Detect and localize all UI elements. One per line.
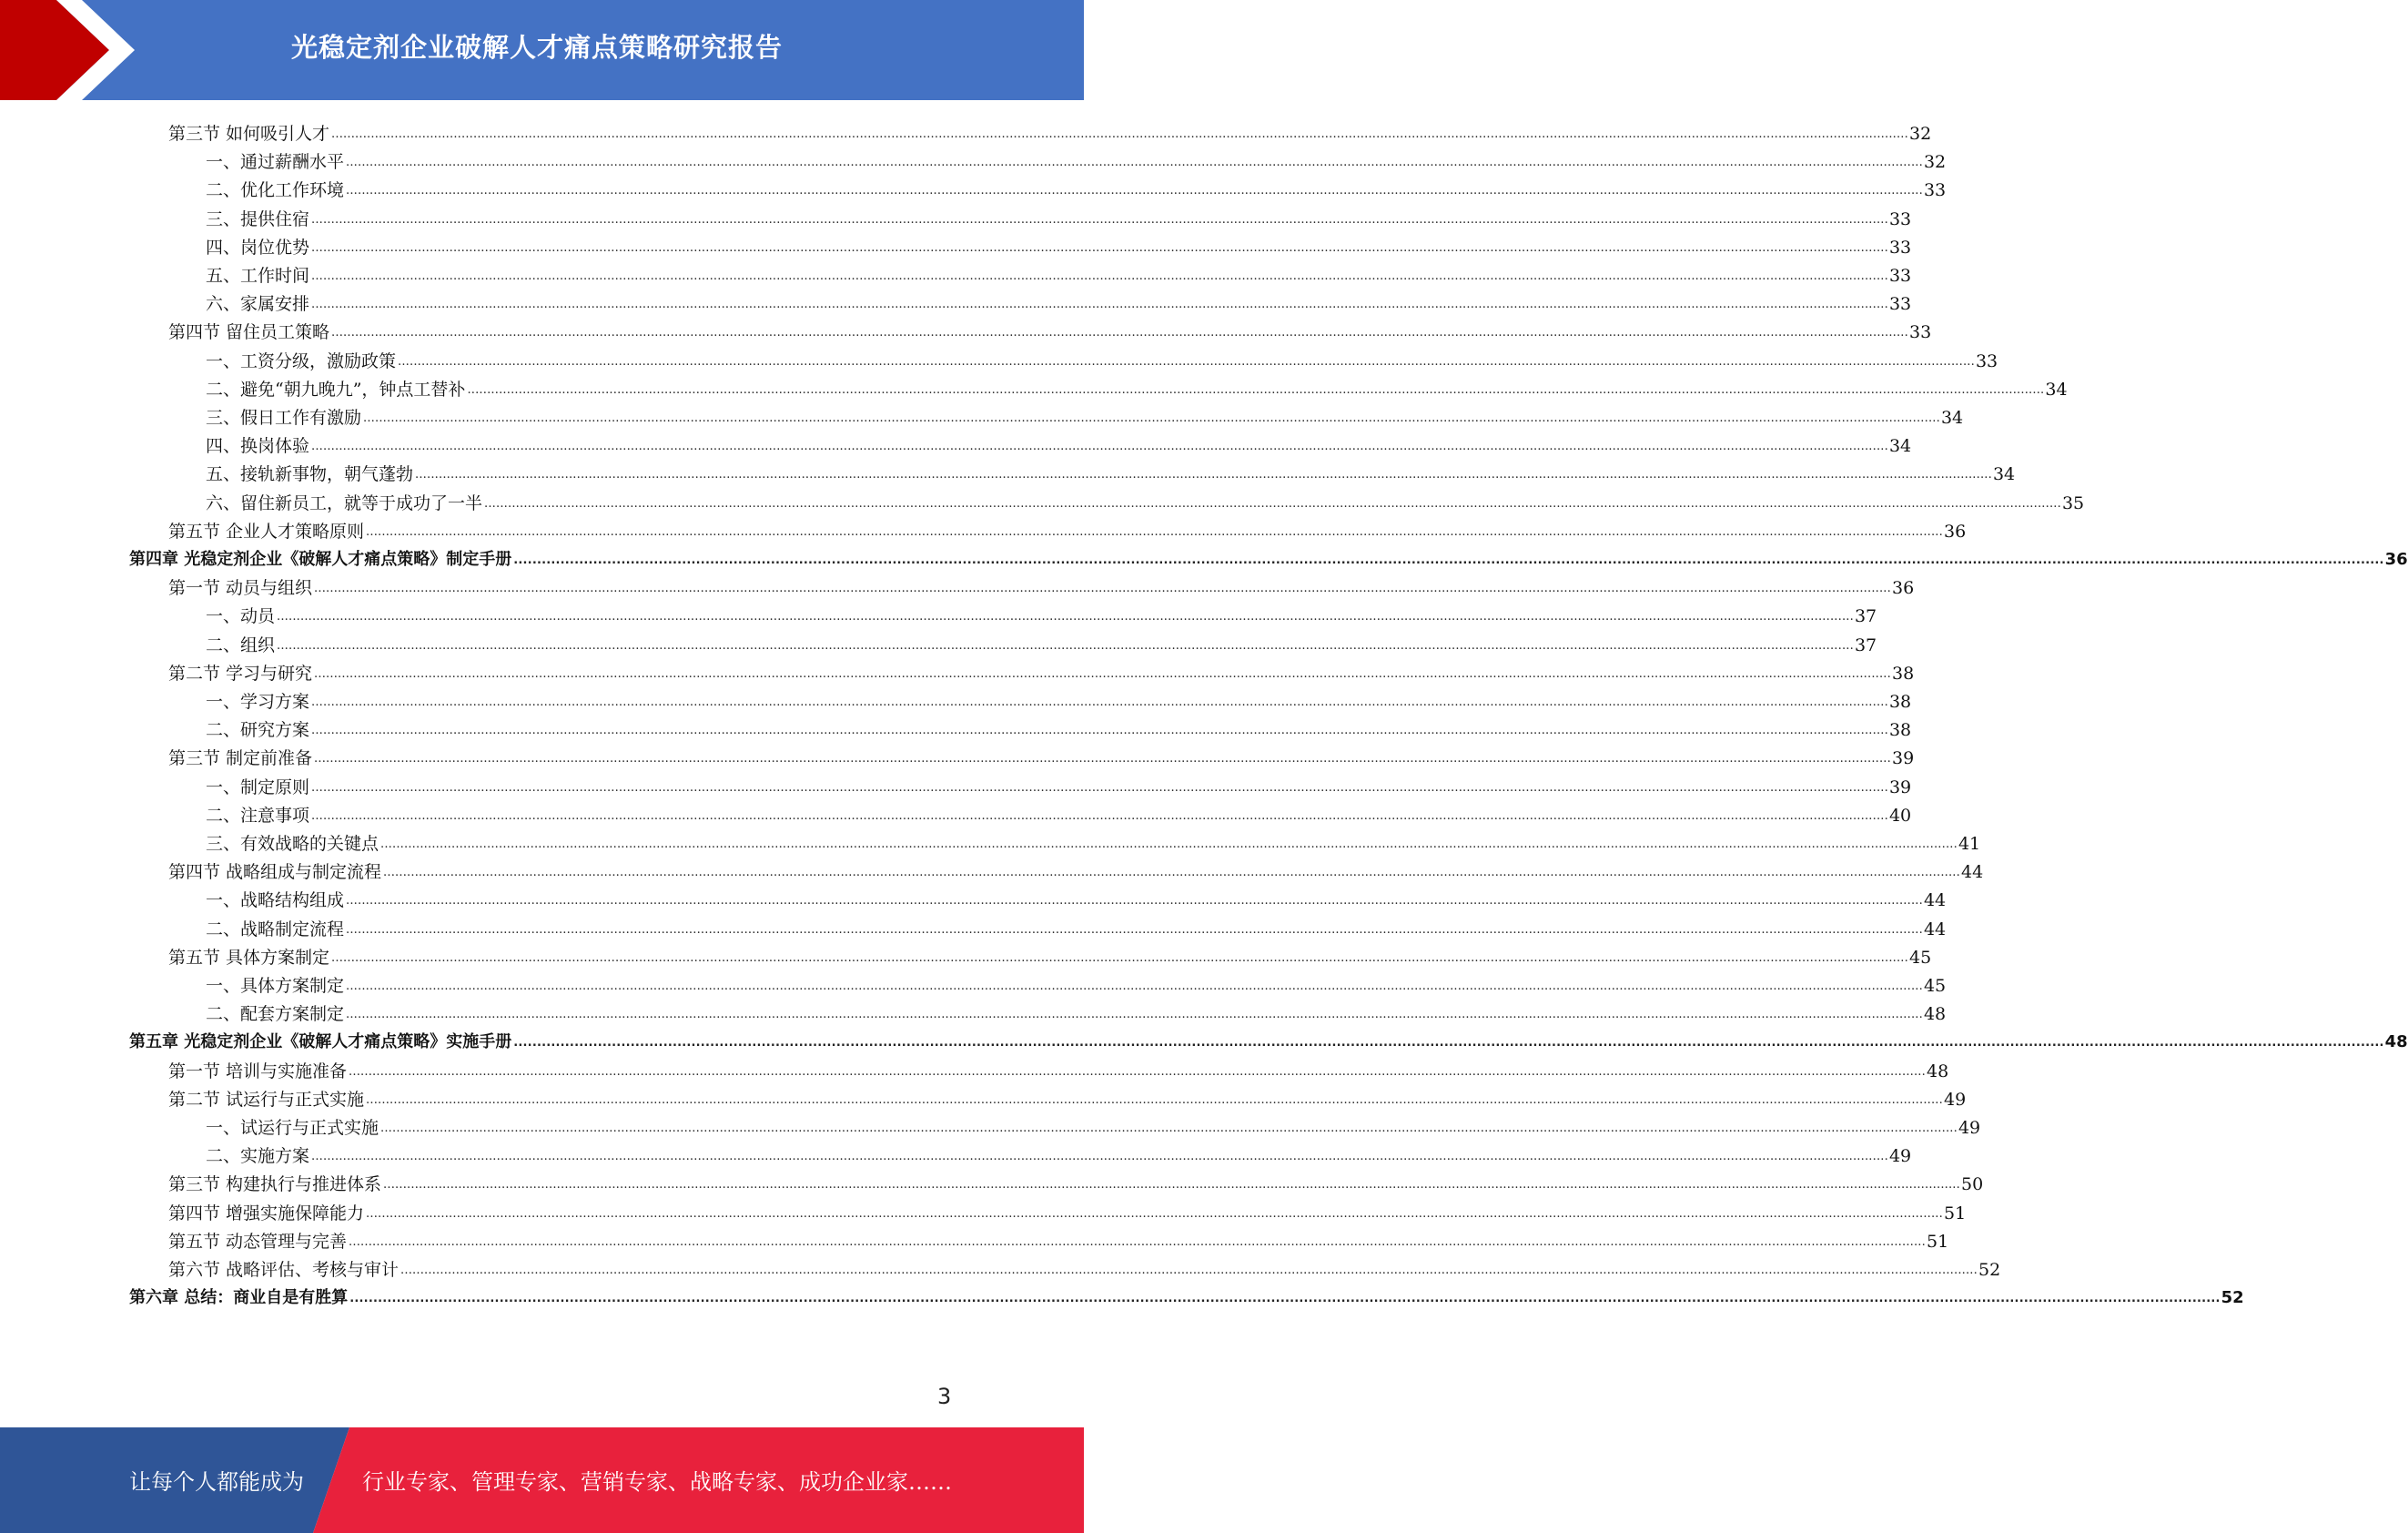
toc-entry-page: 36: [1891, 578, 1915, 599]
toc-dot-leader: ................................................................................................................................................................................................................................................................................................................................................................................................................: [415, 468, 1992, 482]
toc-entry-label: 第五节 具体方案制定: [168, 947, 330, 968]
toc-subsection-entry[interactable]: [206, 401, 1964, 429]
toc-entry-page: 33: [1923, 180, 1947, 201]
toc-dot-leader: ................................................................................................................................................................................................................................................................................................................................................................................................................: [467, 382, 2045, 397]
toc-entry-label: 一、战略结构组成: [206, 890, 345, 911]
toc-entry-page: 34: [2045, 379, 2068, 400]
toc-subsection-entry[interactable]: [206, 457, 2016, 485]
toc-section-entry[interactable]: [168, 571, 1915, 599]
toc-entry-page: 39: [1888, 777, 1912, 797]
document-title: 光稳定剂企业破解人才痛点策略研究报告: [291, 32, 784, 63]
toc-subsection-entry[interactable]: [206, 173, 1947, 201]
toc-entry-page: 33: [1888, 266, 1912, 286]
toc-dot-leader: ................................................................................................................................................................................................................................................................................................................................................................................................................: [383, 866, 1960, 880]
toc-entry-page: 36: [2384, 550, 2408, 569]
toc-entry-label: 第四章 光稳定剂企业《破解人才痛点策略》制定手册: [129, 550, 512, 569]
toc-subsection-entry[interactable]: [206, 202, 1912, 230]
page-header: [0, 0, 1084, 100]
toc-section-entry[interactable]: [168, 1196, 1967, 1224]
toc-subsection-entry[interactable]: [206, 230, 1912, 259]
toc-entry-page: 51: [1943, 1203, 1967, 1223]
toc-entry-page: 48: [2384, 1032, 2408, 1052]
toc-entry-label: 二、研究方案: [206, 720, 310, 741]
toc-entry-label: 第六章 总结：商业自是有胜算: [129, 1288, 349, 1308]
footer-slogan-left: 让每个人都能成为: [129, 1469, 304, 1495]
toc-entry-page: 37: [1854, 635, 1877, 655]
toc-subsection-entry[interactable]: [206, 713, 1912, 741]
toc-dot-leader: ................................................................................................................................................................................................................................................................................................................................................................................................................: [346, 1008, 1923, 1022]
toc-subsection-entry[interactable]: [206, 1111, 1981, 1139]
toc-entry-page: 49: [1888, 1146, 1912, 1167]
toc-entry-label: 五、工作时间: [206, 266, 310, 286]
toc-entry-label: 二、避免“朝九晚九”，钟点工替补: [206, 379, 466, 400]
toc-subsection-entry[interactable]: [206, 685, 1912, 713]
toc-entry-page: 38: [1888, 720, 1912, 741]
toc-entry-page: 34: [1888, 436, 1912, 457]
toc-entry-page: 33: [1975, 350, 1998, 371]
toc-entry-label: 六、留住新员工，就等于成功了一半: [206, 492, 483, 513]
toc-dot-leader: ................................................................................................................................................................................................................................................................................................................................................................................................................: [398, 354, 1975, 369]
toc-subsection-entry[interactable]: [206, 599, 1877, 627]
toc-entry-label: 二、组织: [206, 635, 276, 655]
toc-dot-leader: ................................................................................................................................................................................................................................................................................................................................................................................................................: [331, 950, 1908, 965]
footer-slogan-right: 行业专家、管理专家、营销专家、战略专家、成功企业家……: [362, 1469, 952, 1495]
toc-dot-leader: ................................................................................................................................................................................................................................................................................................................................................................................................................: [349, 1234, 1926, 1249]
toc-entry-label: 二、注意事项: [206, 805, 310, 826]
toc-entry-label: 一、通过薪酬水平: [206, 152, 345, 173]
toc-chapter-entry[interactable]: [129, 543, 2408, 571]
toc-subsection-entry[interactable]: [206, 287, 1912, 315]
toc-entry-label: 四、换岗体验: [206, 436, 310, 457]
toc-dot-leader: ................................................................................................................................................................................................................................................................................................................................................................................................................: [311, 269, 1888, 283]
toc-subsection-entry[interactable]: [206, 912, 1947, 940]
toc-entry-page: 49: [1943, 1089, 1967, 1110]
toc-section-entry[interactable]: [168, 1082, 1967, 1111]
toc-entry-page: 48: [1926, 1061, 1949, 1081]
toc-section-entry[interactable]: [168, 1167, 1984, 1195]
toc-entry-page: 33: [1888, 208, 1912, 229]
header-arrow-decoration: [0, 0, 146, 100]
toc-entry-label: 二、实施方案: [206, 1146, 310, 1167]
toc-dot-leader: ................................................................................................................................................................................................................................................................................................................................................................................................................: [346, 156, 1923, 170]
toc-entry-label: 三、有效战略的关键点: [206, 834, 379, 854]
toc-section-entry[interactable]: [168, 117, 1932, 145]
toc-dot-leader: ................................................................................................................................................................................................................................................................................................................................................................................................................: [346, 922, 1923, 937]
toc-entry-label: 第三节 制定前准备: [168, 748, 313, 769]
toc-subsection-entry[interactable]: [206, 883, 1947, 911]
page-number: 3: [937, 1384, 952, 1409]
toc-entry-page: 38: [1888, 692, 1912, 712]
toc-entry-page: 48: [1923, 1004, 1947, 1025]
toc-dot-leader: ................................................................................................................................................................................................................................................................................................................................................................................................................: [331, 127, 1908, 141]
toc-entry-label: 第一节 动员与组织: [168, 578, 313, 599]
toc-dot-leader: ................................................................................................................................................................................................................................................................................................................................................................................................................: [346, 184, 1923, 198]
toc-dot-leader: ................................................................................................................................................................................................................................................................................................................................................................................................................: [311, 695, 1888, 709]
toc-entry-label: 五、接轨新事物，朝气蓬勃: [206, 464, 414, 485]
toc-subsection-entry[interactable]: [206, 344, 1998, 372]
toc-subsection-entry[interactable]: [206, 969, 1947, 997]
toc-entry-page: 44: [1923, 890, 1947, 911]
toc-dot-leader: ................................................................................................................................................................................................................................................................................................................................................................................................................: [400, 1264, 1978, 1277]
toc-dot-leader: ................................................................................................................................................................................................................................................................................................................................................................................................................: [513, 1036, 2384, 1051]
toc-section-entry[interactable]: [168, 1253, 2001, 1281]
toc-entry-label: 第五节 企业人才策略原则: [168, 521, 365, 542]
toc-entry-page: 45: [1923, 976, 1947, 996]
toc-subsection-entry[interactable]: [206, 798, 1912, 827]
toc-entry-label: 二、战略制定流程: [206, 919, 345, 939]
toc-entry-label: 三、提供住宿: [206, 208, 310, 229]
toc-section-entry[interactable]: [168, 940, 1932, 969]
toc-entry-label: 二、配套方案制定: [206, 1004, 345, 1025]
toc-subsection-entry[interactable]: [206, 372, 2068, 401]
toc-entry-page: 52: [2221, 1288, 2244, 1308]
toc-entry-label: 第六节 战略评估、考核与审计: [168, 1260, 400, 1280]
toc-entry-label: 一、具体方案制定: [206, 976, 345, 996]
toc-dot-leader: ................................................................................................................................................................................................................................................................................................................................................................................................................: [331, 326, 1908, 340]
toc-section-entry[interactable]: [168, 315, 1932, 343]
toc-subsection-entry[interactable]: [206, 1139, 1912, 1167]
toc-chapter-entry[interactable]: [129, 1281, 2244, 1309]
toc-chapter-entry[interactable]: [129, 1025, 2408, 1053]
toc-subsection-entry[interactable]: [206, 628, 1877, 656]
toc-dot-leader: ................................................................................................................................................................................................................................................................................................................................................................................................................: [383, 1178, 1960, 1193]
toc-entry-page: 40: [1888, 805, 1912, 826]
toc-entry-label: 第三节 构建执行与推进体系: [168, 1174, 382, 1195]
toc-entry-label: 二、优化工作环境: [206, 180, 345, 201]
toc-entry-label: 一、工资分级，激励政策: [206, 350, 397, 371]
toc-dot-leader: ................................................................................................................................................................................................................................................................................................................................................................................................................: [380, 838, 1958, 851]
toc-entry-page: 41: [1958, 834, 1981, 854]
toc-section-entry[interactable]: [168, 1054, 1949, 1082]
toc-entry-page: 33: [1908, 322, 1932, 343]
toc-dot-leader: ................................................................................................................................................................................................................................................................................................................................................................................................................: [311, 212, 1888, 227]
toc-dot-leader: ................................................................................................................................................................................................................................................................................................................................................................................................................: [346, 980, 1923, 993]
toc-entry-label: 一、试运行与正式实施: [206, 1118, 379, 1138]
toc-dot-leader: ................................................................................................................................................................................................................................................................................................................................................................................................................: [311, 1150, 1888, 1164]
toc-dot-leader: ................................................................................................................................................................................................................................................................................................................................................................................................................: [366, 524, 1943, 539]
toc-entry-page: 49: [1958, 1118, 1981, 1138]
toc-entry-label: 四、岗位优势: [206, 237, 310, 258]
toc-entry-page: 33: [1888, 294, 1912, 315]
toc-entry-label: 一、动员: [206, 606, 276, 627]
toc-entry-label: 三、假日工作有激励: [206, 408, 362, 428]
toc-entry-page: 45: [1908, 947, 1932, 968]
toc-dot-leader: ................................................................................................................................................................................................................................................................................................................................................................................................................: [311, 440, 1888, 454]
toc-dot-leader: ................................................................................................................................................................................................................................................................................................................................................................................................................: [349, 1292, 2221, 1306]
toc-dot-leader: ................................................................................................................................................................................................................................................................................................................................................................................................................: [277, 638, 1854, 653]
toc-entry-label: 一、制定原则: [206, 777, 310, 797]
toc-entry-page: 39: [1891, 748, 1915, 769]
toc-entry-label: 第三节 如何吸引人才: [168, 124, 330, 144]
toc-subsection-entry[interactable]: [206, 486, 2085, 514]
toc-entry-label: 第二节 学习与研究: [168, 663, 313, 684]
toc-dot-leader: ................................................................................................................................................................................................................................................................................................................................................................................................................: [380, 1122, 1958, 1135]
toc-dot-leader: ................................................................................................................................................................................................................................................................................................................................................................................................................: [314, 666, 1891, 681]
toc-entry-label: 第五章 光稳定剂企业《破解人才痛点策略》实施手册: [129, 1032, 512, 1052]
toc-dot-leader: ................................................................................................................................................................................................................................................................................................................................................................................................................: [311, 298, 1888, 312]
toc-dot-leader: ................................................................................................................................................................................................................................................................................................................................................................................................................: [366, 1092, 1943, 1107]
toc-entry-page: 36: [1943, 521, 1967, 542]
toc-entry-page: 35: [2061, 492, 2085, 513]
toc-dot-leader: ................................................................................................................................................................................................................................................................................................................................................................................................................: [513, 553, 2384, 567]
toc-entry-page: 52: [1978, 1260, 2001, 1280]
toc-entry-page: 37: [1854, 606, 1877, 627]
toc-subsection-entry[interactable]: [206, 770, 1912, 798]
toc-dot-leader: ................................................................................................................................................................................................................................................................................................................................................................................................................: [346, 894, 1923, 909]
toc-dot-leader: ................................................................................................................................................................................................................................................................................................................................................................................................................: [277, 610, 1854, 624]
toc-subsection-entry[interactable]: [206, 259, 1912, 287]
toc-dot-leader: ................................................................................................................................................................................................................................................................................................................................................................................................................: [314, 582, 1891, 596]
toc-dot-leader: ................................................................................................................................................................................................................................................................................................................................................................................................................: [311, 808, 1888, 823]
toc-entry-page: 34: [1940, 408, 1964, 428]
toc-dot-leader: ................................................................................................................................................................................................................................................................................................................................................................................................................: [311, 724, 1888, 738]
toc-dot-leader: ................................................................................................................................................................................................................................................................................................................................................................................................................: [311, 780, 1888, 795]
toc-subsection-entry[interactable]: [206, 827, 1981, 855]
page-footer: [0, 1427, 1084, 1533]
toc-subsection-entry[interactable]: [206, 429, 1912, 457]
toc-dot-leader: ................................................................................................................................................................................................................................................................................................................................................................................................................: [363, 411, 1940, 425]
toc-entry-page: 50: [1960, 1174, 1984, 1195]
toc-entry-label: 第一节 培训与实施准备: [168, 1061, 348, 1081]
toc-subsection-entry[interactable]: [206, 997, 1947, 1025]
toc-dot-leader: ................................................................................................................................................................................................................................................................................................................................................................................................................: [349, 1064, 1926, 1079]
toc-entry-label: 第四节 留住员工策略: [168, 322, 330, 343]
toc-dot-leader: ................................................................................................................................................................................................................................................................................................................................................................................................................: [366, 1206, 1943, 1221]
toc-entry-page: 51: [1926, 1231, 1949, 1252]
toc-section-entry[interactable]: [168, 741, 1915, 769]
toc-entry-page: 44: [1960, 862, 1984, 883]
toc-section-entry[interactable]: [168, 855, 1984, 883]
toc-section-entry[interactable]: [168, 1224, 1949, 1253]
toc-entry-label: 第二节 试运行与正式实施: [168, 1089, 365, 1110]
toc-subsection-entry[interactable]: [206, 145, 1947, 173]
toc-entry-page: 38: [1891, 663, 1915, 684]
toc-entry-label: 第四节 战略组成与制定流程: [168, 862, 382, 883]
toc-entry-page: 33: [1888, 237, 1912, 258]
toc-entry-label: 一、学习方案: [206, 692, 310, 712]
toc-entry-page: 32: [1908, 124, 1932, 144]
toc-dot-leader: ................................................................................................................................................................................................................................................................................................................................................................................................................: [311, 240, 1888, 255]
toc-entry-label: 第五节 动态管理与完善: [168, 1231, 348, 1252]
toc-section-entry[interactable]: [168, 656, 1915, 685]
toc-entry-label: 六、家属安排: [206, 294, 310, 315]
toc-entry-page: 34: [1992, 464, 2016, 485]
toc-dot-leader: ................................................................................................................................................................................................................................................................................................................................................................................................................: [314, 752, 1891, 766]
toc-entry-page: 32: [1923, 152, 1947, 173]
toc-dot-leader: ................................................................................................................................................................................................................................................................................................................................................................................................................: [484, 496, 2061, 511]
toc-entry-label: 第四节 增强实施保障能力: [168, 1203, 365, 1223]
toc-entry-page: 44: [1923, 919, 1947, 939]
toc-section-entry[interactable]: [168, 514, 1967, 543]
